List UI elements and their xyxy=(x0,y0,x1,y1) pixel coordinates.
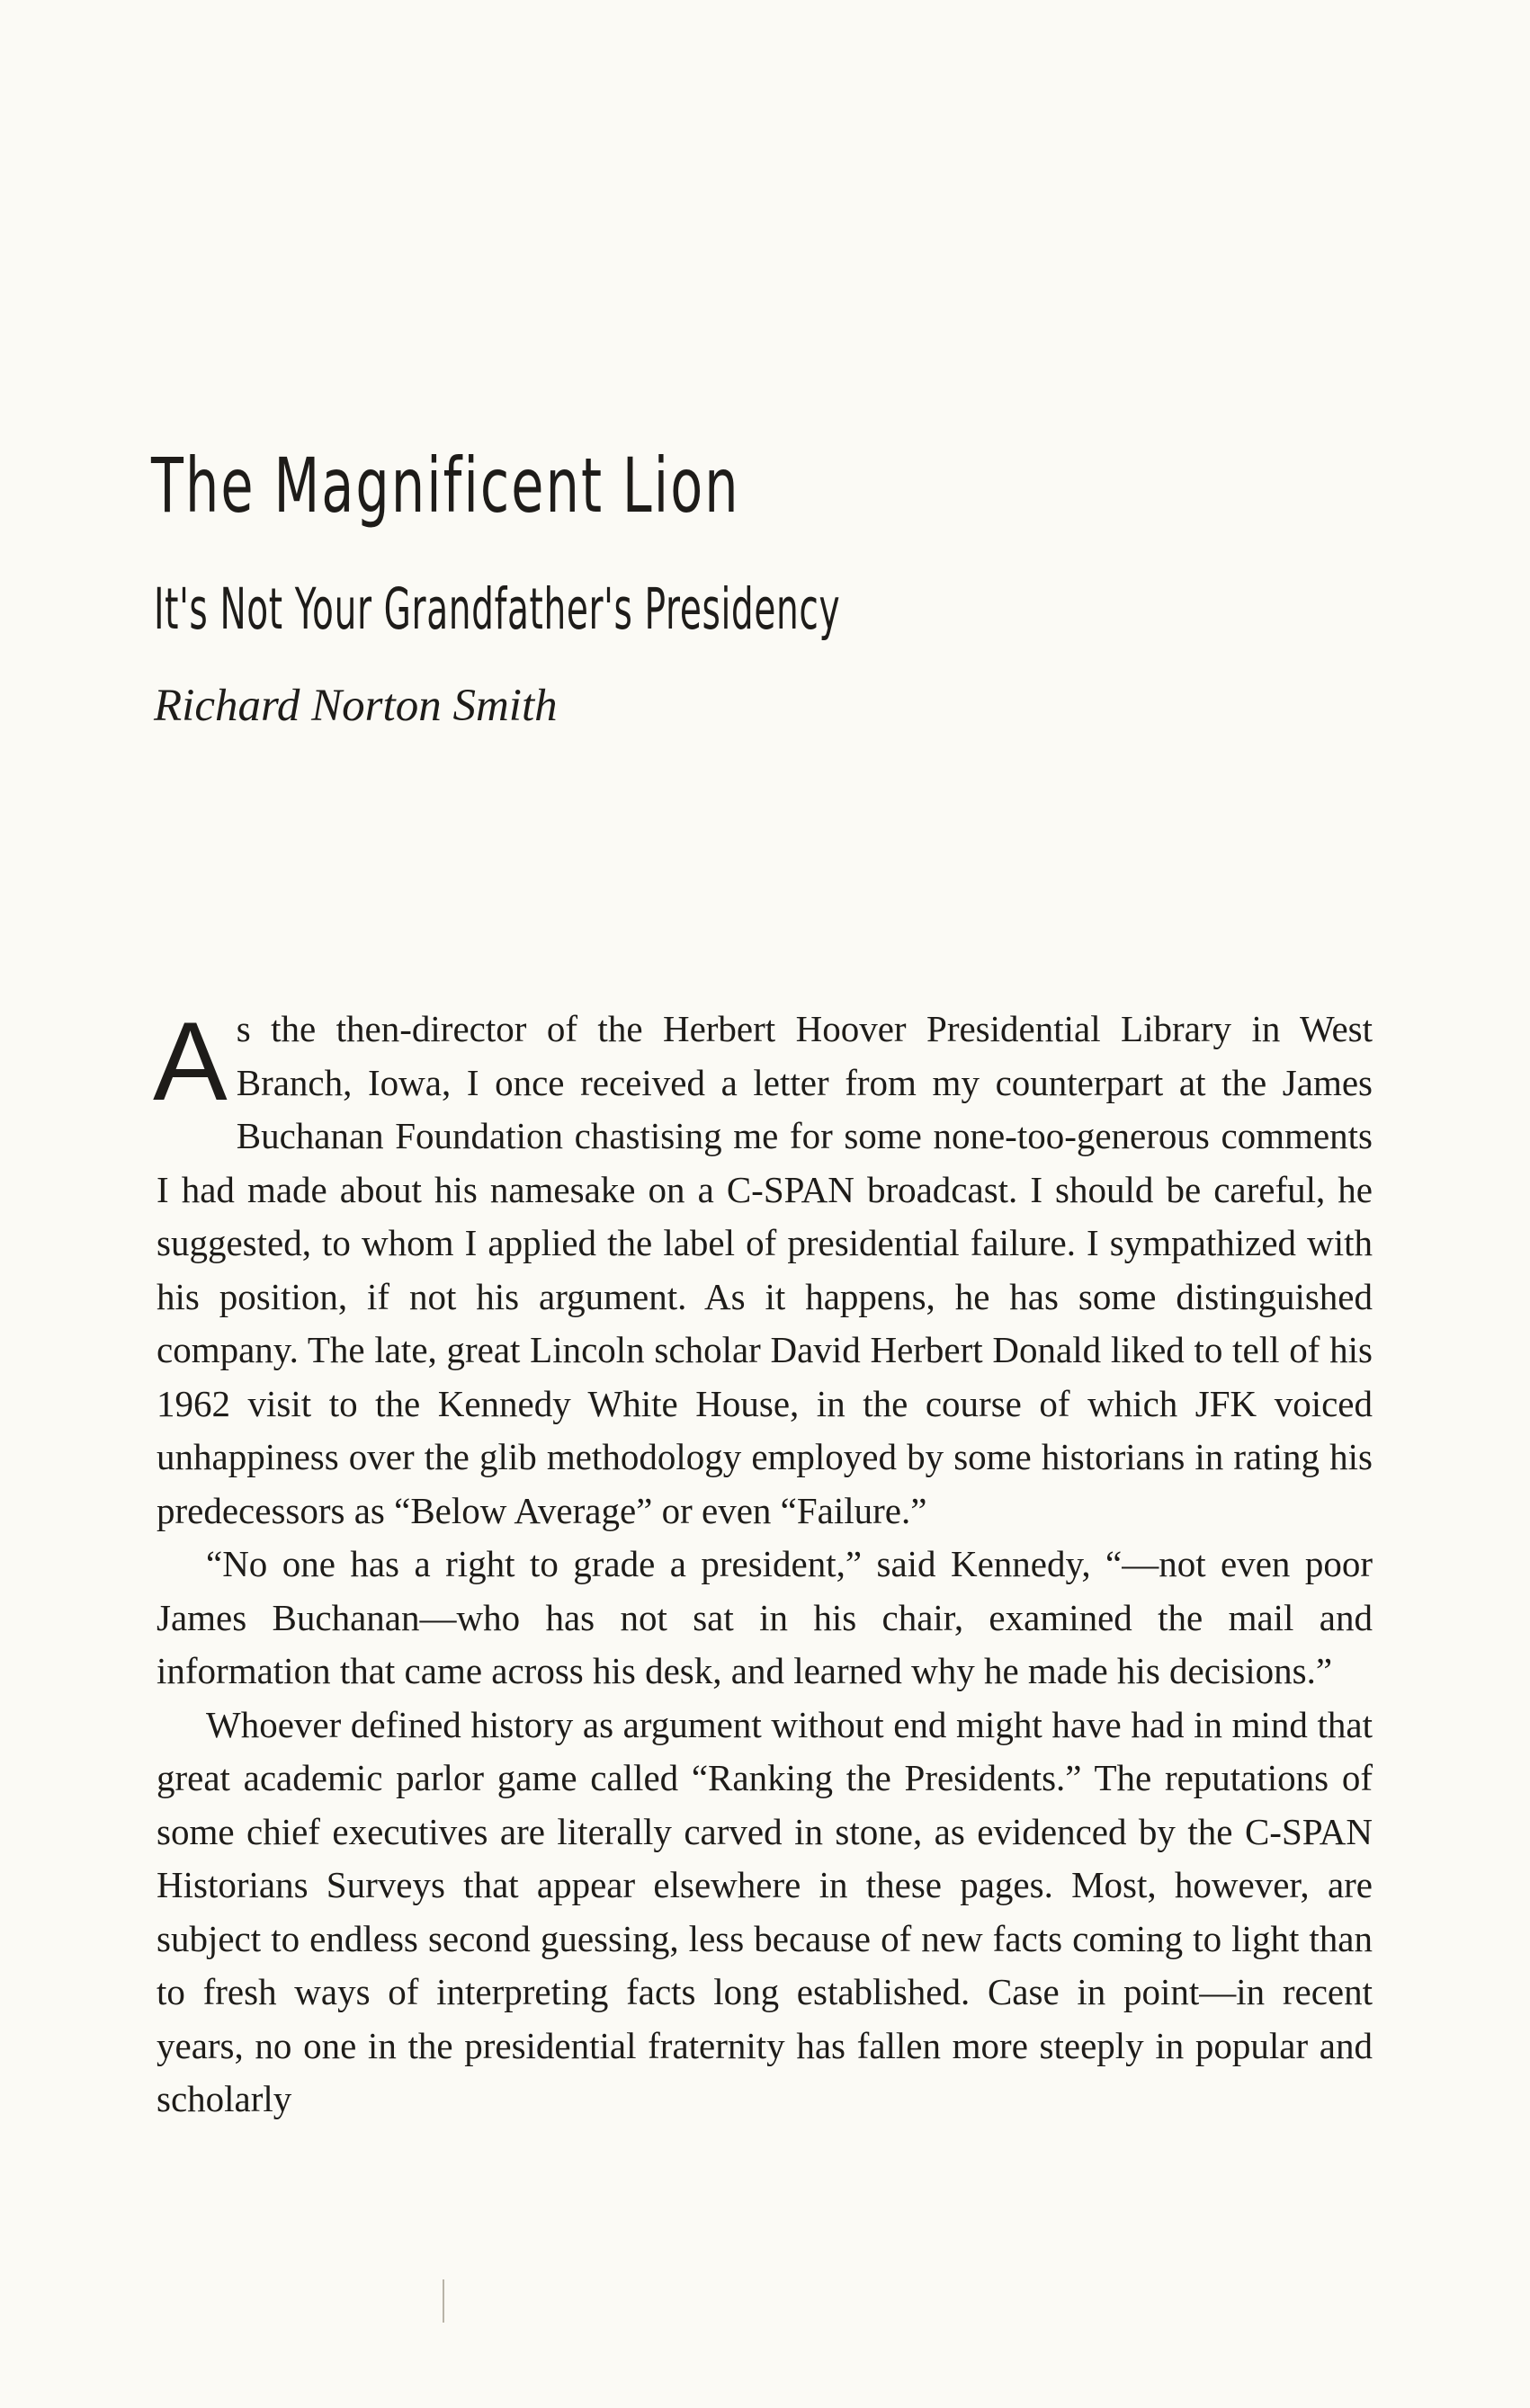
paragraph-2: “No one has a right to grade a president,” said Kennedy, “—not even poor James Buchanan—who has not sat in his chair, examined the mail and information that came across his desk, and learned why he made his decisions.” xyxy=(157,1543,1373,1691)
paragraph-3: Whoever defined history as argument without end might have had in mind that great academic parlor game called “Ranking the Presidents.” The reputations of some chief executives are literally carved in stone, as evidenced by the C-SPAN Historians Surveys that appear elsewhere in these pages. Most, however, are subject to endless second guessing, less because of new facts coming to light than to fresh ways of interpreting facts long established. Case in point—in recent years, no one in the presidential fraternity has fallen more steeply in popular and scholarly xyxy=(157,1703,1373,2119)
paragraph-1-text: s the then-director of the Herbert Hoover Presidential Library in West Branch, Iowa, I once received a letter from my counterpart at the James Buchanan Foundation chastising me for some none-too-generous comments I had made about his namesake on a C-SPAN broadcast. I should be careful, he suggested, to whom I applied the label of presidential failure. I sympathized with his position, if not his argument. As it happens, he has some distinguished company. The late, great Lincoln scholar David Herbert Donald liked to tell of his 1962 visit to the Kennedy White House, in the course of which JFK voiced unhappiness over the glib methodology employed by some historians in rating his predecessors as “Below Average” or even “Failure.” xyxy=(157,1008,1373,1531)
paragraph-1 xyxy=(153,1000,1373,1538)
body-text xyxy=(153,1000,1373,2127)
scan-mark xyxy=(443,2279,444,2323)
chapter-subtitle: It's Not Your Grandfather's Presidency xyxy=(154,576,841,642)
chapter-author: Richard Norton Smith xyxy=(154,681,558,731)
drop-cap: A xyxy=(153,1000,228,1124)
chapter-title: The Magnificent Lion xyxy=(151,441,740,530)
